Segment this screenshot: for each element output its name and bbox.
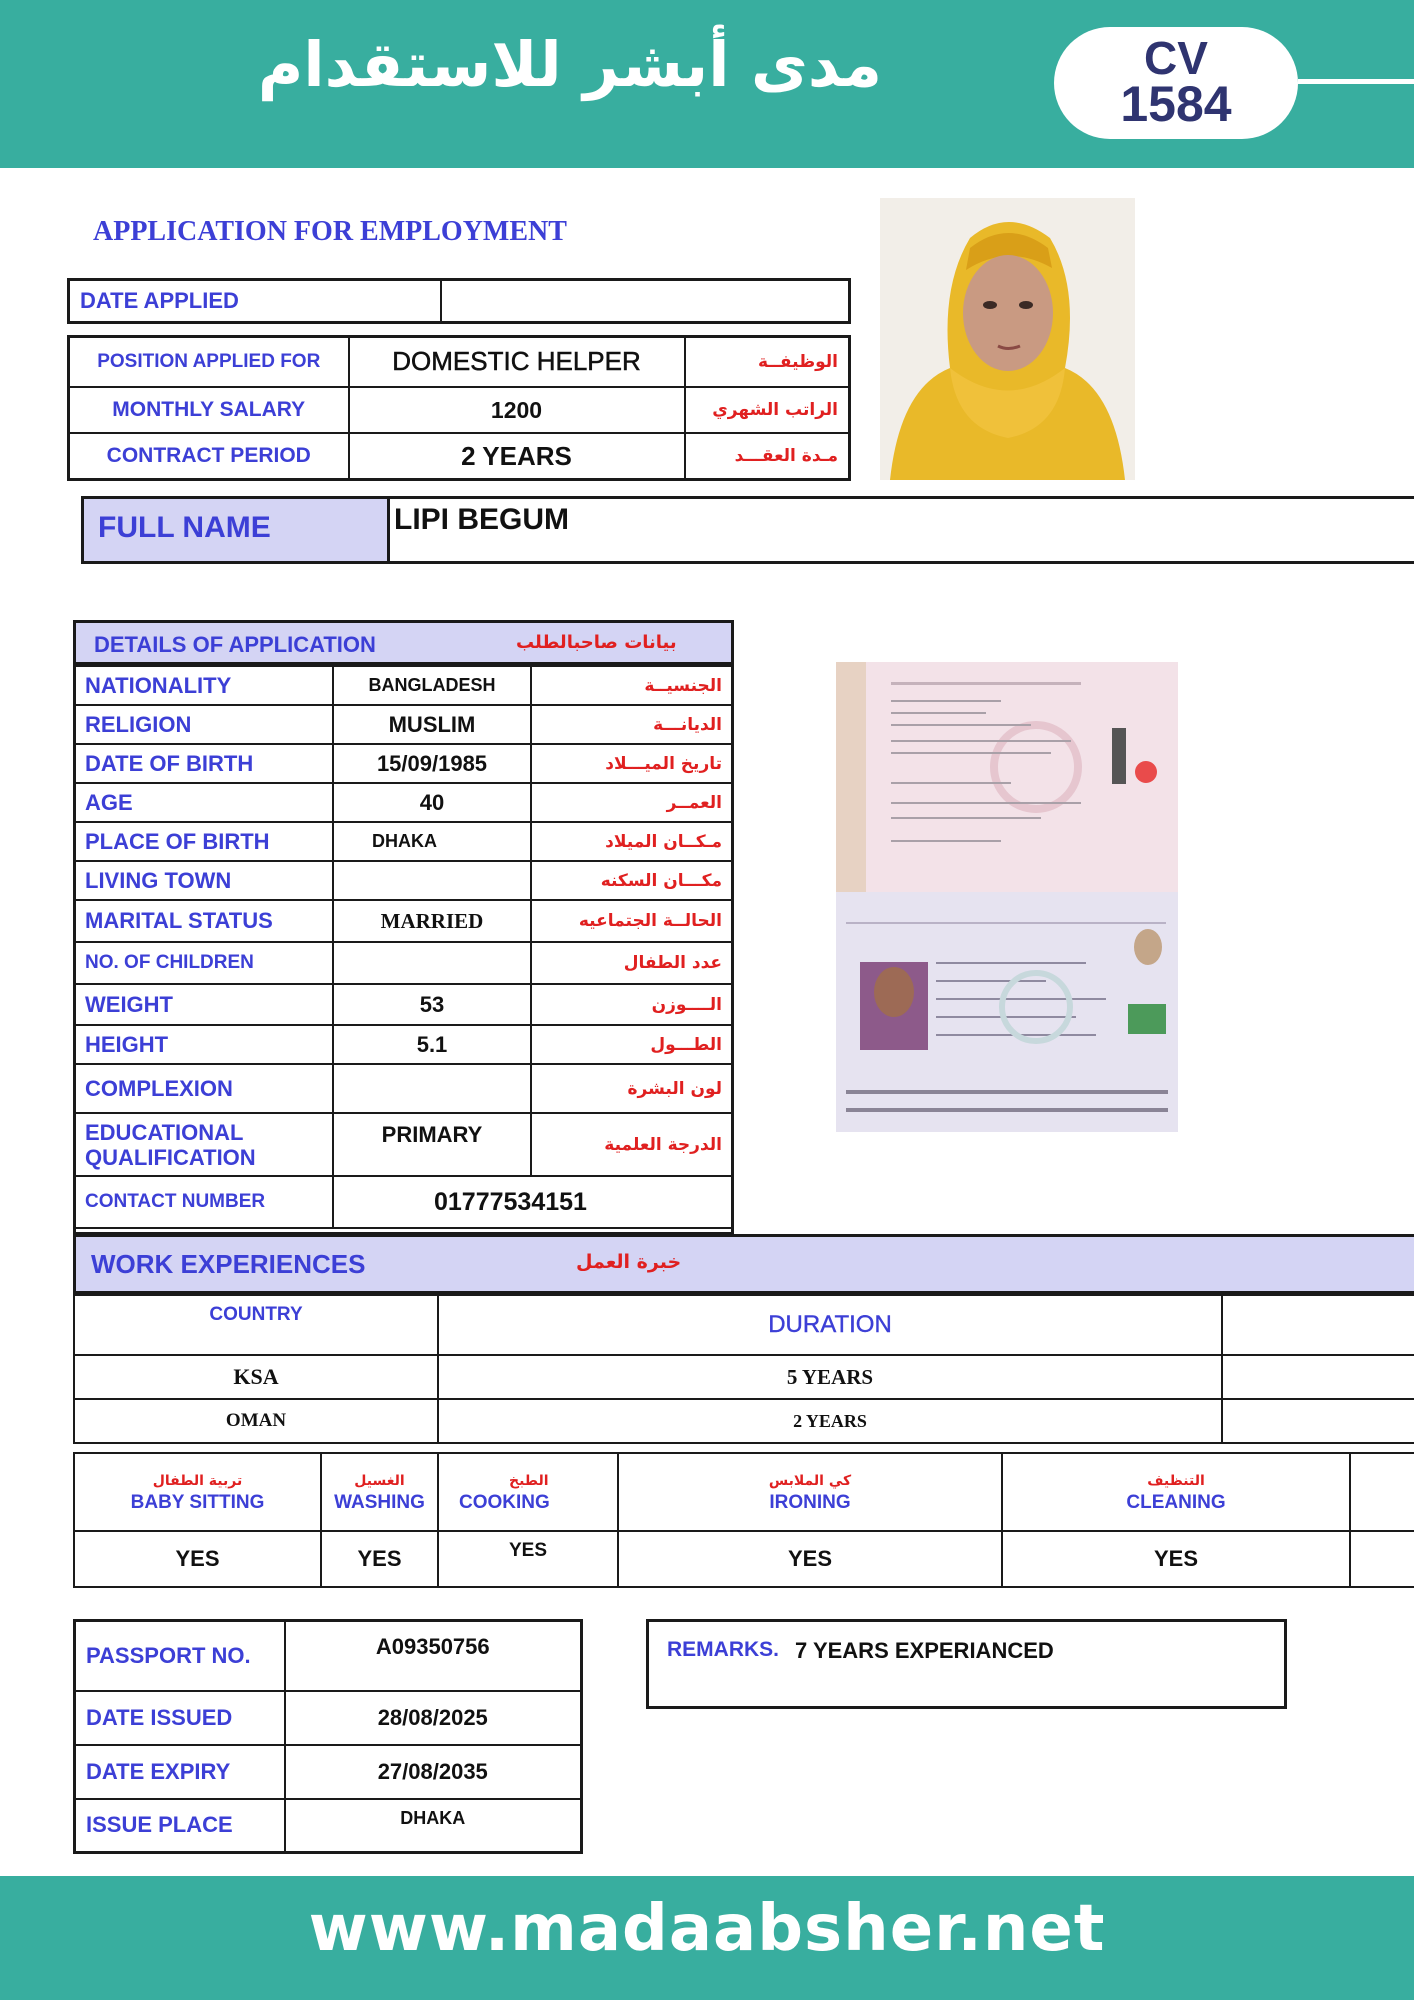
date-expiry-value: 27/08/2035: [285, 1745, 582, 1799]
skill-cooking-value: YES: [438, 1531, 618, 1587]
contract-arabic-label: مـدة العقـــد: [685, 433, 850, 479]
full-name-value: LIPI BEGUM: [394, 503, 570, 536]
details-table: [73, 665, 734, 1229]
work-extra-2: [1222, 1399, 1414, 1443]
complexion-arabic: لون البشرة: [531, 1064, 733, 1113]
children-value: [333, 942, 531, 984]
contact-label: CONTACT NUMBER: [74, 1176, 333, 1228]
salary-arabic-label: الراتب الشهري: [685, 387, 850, 433]
salary-label: MONTHLY SALARY: [69, 387, 349, 433]
birthplace-arabic: مـكــان الميلاد: [531, 822, 733, 861]
living-town-label: LIVING TOWN: [74, 861, 333, 900]
weight-label: WEIGHT: [74, 984, 333, 1025]
company-name: مدى أبشر للاستقدام: [257, 28, 883, 101]
website-url[interactable]: www.madaabsher.net: [308, 1892, 1106, 1966]
details-title-arabic: بيانات صاحبالطلب: [516, 632, 677, 653]
nationality-value: BANGLADESH: [333, 666, 531, 705]
skill-washing-label: WASHING: [334, 1492, 425, 1513]
skill-washing-header: [321, 1453, 438, 1531]
work-duration-1: 5 YEARS: [438, 1355, 1222, 1399]
skill-ironing-header: [618, 1453, 1002, 1531]
work-duration-2: 2 YEARS: [438, 1399, 1222, 1443]
nationality-arabic: الجنسيــة: [531, 666, 733, 705]
dob-label: DATE OF BIRTH: [74, 744, 333, 783]
skill-baby-sitting-header: [74, 1453, 321, 1531]
skill-cooking-header: [438, 1453, 618, 1531]
skill-ironing-arabic: كي الملابس: [768, 1473, 852, 1489]
dob-value: 15/09/1985: [333, 744, 531, 783]
full-name-label: FULL NAME: [84, 499, 390, 561]
cv-number: 1584: [1120, 76, 1232, 132]
passport-info-table: [73, 1619, 583, 1854]
work-country-2: OMAN: [74, 1399, 438, 1443]
education-label: EDUCATIONAL QUALIFICATION: [74, 1113, 333, 1176]
issue-place-value: DHAKA: [285, 1799, 582, 1853]
details-section: [73, 620, 734, 1235]
skills-table: [73, 1452, 1414, 1588]
skill-cooking-arabic: الطبخ: [509, 1473, 549, 1489]
marital-status-label: MARITAL STATUS: [74, 900, 333, 942]
nationality-label: NATIONALITY: [74, 666, 333, 705]
children-arabic: عدد الطفال: [531, 942, 733, 984]
issue-place-label: ISSUE PLACE: [75, 1799, 285, 1853]
skill-extra-header: [1350, 1453, 1414, 1531]
date-applied-table: [67, 278, 851, 324]
skill-baby-sitting-arabic: تربية الطفال: [152, 1473, 243, 1489]
work-experience-title: WORK EXPERIENCES: [91, 1249, 366, 1279]
age-arabic: العمــر: [531, 783, 733, 822]
remarks-label: REMARKS.: [667, 1638, 780, 1661]
age-value: 40: [333, 783, 531, 822]
application-title: APPLICATION FOR EMPLOYMENT: [93, 216, 567, 247]
position-value: DOMESTIC HELPER: [349, 337, 685, 387]
height-value: 5.1: [333, 1025, 531, 1064]
skill-washing-value: YES: [321, 1531, 438, 1587]
date-issued-value: 28/08/2025: [285, 1691, 582, 1745]
skill-cleaning-arabic: التنظيف: [1147, 1473, 1205, 1489]
salary-value: 1200: [349, 387, 685, 433]
religion-label: RELIGION: [74, 705, 333, 744]
marital-status-value: MARRIED: [333, 900, 531, 942]
birthplace-label: PLACE OF BIRTH: [74, 822, 333, 861]
header-banner: [0, 0, 1414, 168]
children-label: NO. OF CHILDREN: [74, 942, 333, 984]
details-title: DETAILS OF APPLICATION: [94, 632, 376, 657]
skill-cleaning-value: YES: [1002, 1531, 1350, 1587]
height-label: HEIGHT: [74, 1025, 333, 1064]
marital-status-arabic: الحالــة الجتماعيه: [531, 900, 733, 942]
date-applied-value: [441, 280, 850, 323]
birthplace-value: DHAKA: [333, 822, 531, 861]
footer-banner: [0, 1876, 1414, 2000]
position-table: [67, 335, 851, 481]
passport-scan-image: [836, 662, 1178, 1132]
work-experience-table: [73, 1294, 1414, 1444]
full-name-row: [81, 496, 1414, 564]
skill-washing-arabic: الغسيل: [354, 1473, 405, 1489]
position-arabic-label: الوظيفــة: [685, 337, 850, 387]
complexion-label: COMPLEXION: [74, 1064, 333, 1113]
age-label: AGE: [74, 783, 333, 822]
contract-value: 2 YEARS: [349, 433, 685, 479]
remarks-value: 7 YEARS EXPERIANCED: [795, 1638, 1054, 1663]
cv-label: CV: [1144, 32, 1208, 84]
passport-no-label: PASSPORT NO.: [75, 1621, 285, 1691]
date-issued-label: DATE ISSUED: [75, 1691, 285, 1745]
skill-cleaning-header: [1002, 1453, 1350, 1531]
applicant-photo: [880, 198, 1135, 480]
details-header: [76, 623, 731, 665]
skill-cooking-label: COOKING: [459, 1492, 550, 1513]
skill-baby-sitting-label: BABY SITTING: [130, 1492, 265, 1513]
work-experience-title-arabic: خبرة العمل: [576, 1251, 682, 1273]
duration-column-header: DURATION: [438, 1295, 1222, 1355]
religion-arabic: الديانـــة: [531, 705, 733, 744]
weight-arabic: الــــوزن: [531, 984, 733, 1025]
religion-value: MUSLIM: [333, 705, 531, 744]
work-experience-header: [73, 1234, 1414, 1294]
date-expiry-label: DATE EXPIRY: [75, 1745, 285, 1799]
position-label: POSITION APPLIED FOR: [69, 337, 349, 387]
work-extra-1: [1222, 1355, 1414, 1399]
skill-baby-sitting-value: YES: [74, 1531, 321, 1587]
education-value: PRIMARY: [333, 1113, 531, 1176]
remarks-box: [646, 1619, 1287, 1709]
complexion-value: [333, 1064, 531, 1113]
cv-number-badge: [1054, 27, 1298, 139]
skill-ironing-value: YES: [618, 1531, 1002, 1587]
passport-no-value: A09350756: [285, 1621, 582, 1691]
living-town-arabic: مكـــان السكنه: [531, 861, 733, 900]
skill-ironing-label: IRONING: [769, 1492, 851, 1513]
work-extra-column: [1222, 1295, 1414, 1355]
height-arabic: الطـــول: [531, 1025, 733, 1064]
skill-extra-value: [1350, 1531, 1414, 1587]
country-column-header: COUNTRY: [74, 1295, 438, 1355]
weight-value: 53: [333, 984, 531, 1025]
contact-value: 01777534151: [333, 1176, 733, 1228]
date-applied-label: DATE APPLIED: [69, 280, 441, 323]
education-arabic: الدرجة العلمية: [531, 1113, 733, 1176]
contract-label: CONTRACT PERIOD: [69, 433, 349, 479]
living-town-value: [333, 861, 531, 900]
skill-cleaning-label: CLEANING: [1126, 1492, 1226, 1513]
header-divider: [1298, 79, 1414, 84]
dob-arabic: تاريخ الميـــلاد: [531, 744, 733, 783]
work-country-1: KSA: [74, 1355, 438, 1399]
